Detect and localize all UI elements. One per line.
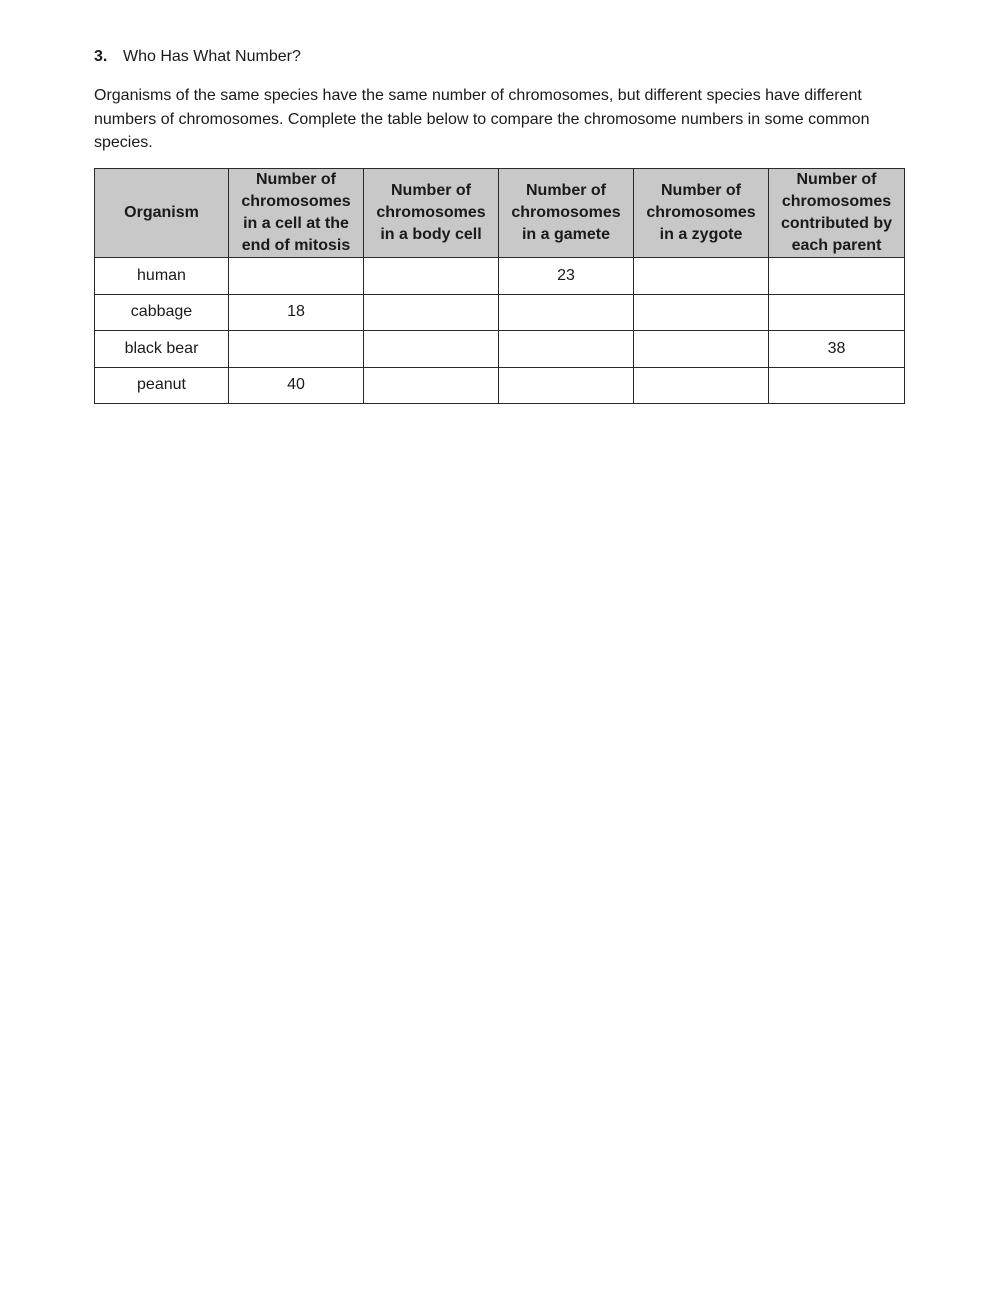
gamete-cell[interactable] [499, 367, 634, 404]
question-title: Who Has What Number? [123, 48, 301, 65]
header-organism: Organism [95, 169, 229, 258]
organism-cell: peanut [95, 367, 229, 404]
chromosome-table [94, 168, 905, 404]
end-of-mitosis-cell[interactable] [229, 331, 364, 368]
organism-cell: black bear [95, 331, 229, 368]
end-of-mitosis-cell[interactable]: 18 [229, 294, 364, 331]
zygote-cell[interactable] [634, 294, 769, 331]
body-cell-cell[interactable] [364, 367, 499, 404]
question-number: 3. [94, 48, 108, 65]
body-cell-cell[interactable] [364, 331, 499, 368]
zygote-cell[interactable] [634, 367, 769, 404]
organism-cell: cabbage [95, 294, 229, 331]
header-gamete: Number of chromosomes in a gamete [499, 169, 634, 258]
intro-paragraph: Organisms of the same species have the same number of chromosomes, but different species have different numbers of chromosomes. Complete the table below to compare the chromosome numbers in some common species. [94, 87, 870, 151]
each-parent-cell[interactable]: 38 [769, 331, 905, 368]
each-parent-cell[interactable] [769, 294, 905, 331]
zygote-cell[interactable] [634, 258, 769, 295]
table-row [95, 258, 905, 295]
organism-cell: human [95, 258, 229, 295]
table-row [95, 331, 905, 368]
header-body-cell: Number of chromosomes in a body cell [364, 169, 499, 258]
table-header-row [95, 169, 905, 258]
end-of-mitosis-cell[interactable] [229, 258, 364, 295]
gamete-cell[interactable]: 23 [499, 258, 634, 295]
table-row [95, 294, 905, 331]
each-parent-cell[interactable] [769, 258, 905, 295]
gamete-cell[interactable] [499, 294, 634, 331]
each-parent-cell[interactable] [769, 367, 905, 404]
header-each-parent: Number of chromosomes contributed by each parent [769, 169, 905, 258]
body-cell-cell[interactable] [364, 294, 499, 331]
header-zygote: Number of chromosomes in a zygote [634, 169, 769, 258]
body-cell-cell[interactable] [364, 258, 499, 295]
gamete-cell[interactable] [499, 331, 634, 368]
question-heading [94, 47, 301, 67]
zygote-cell[interactable] [634, 331, 769, 368]
table-row [95, 367, 905, 404]
header-end-of-mitosis: Number of chromosomes in a cell at the end of mitosis [229, 169, 364, 258]
end-of-mitosis-cell[interactable]: 40 [229, 367, 364, 404]
